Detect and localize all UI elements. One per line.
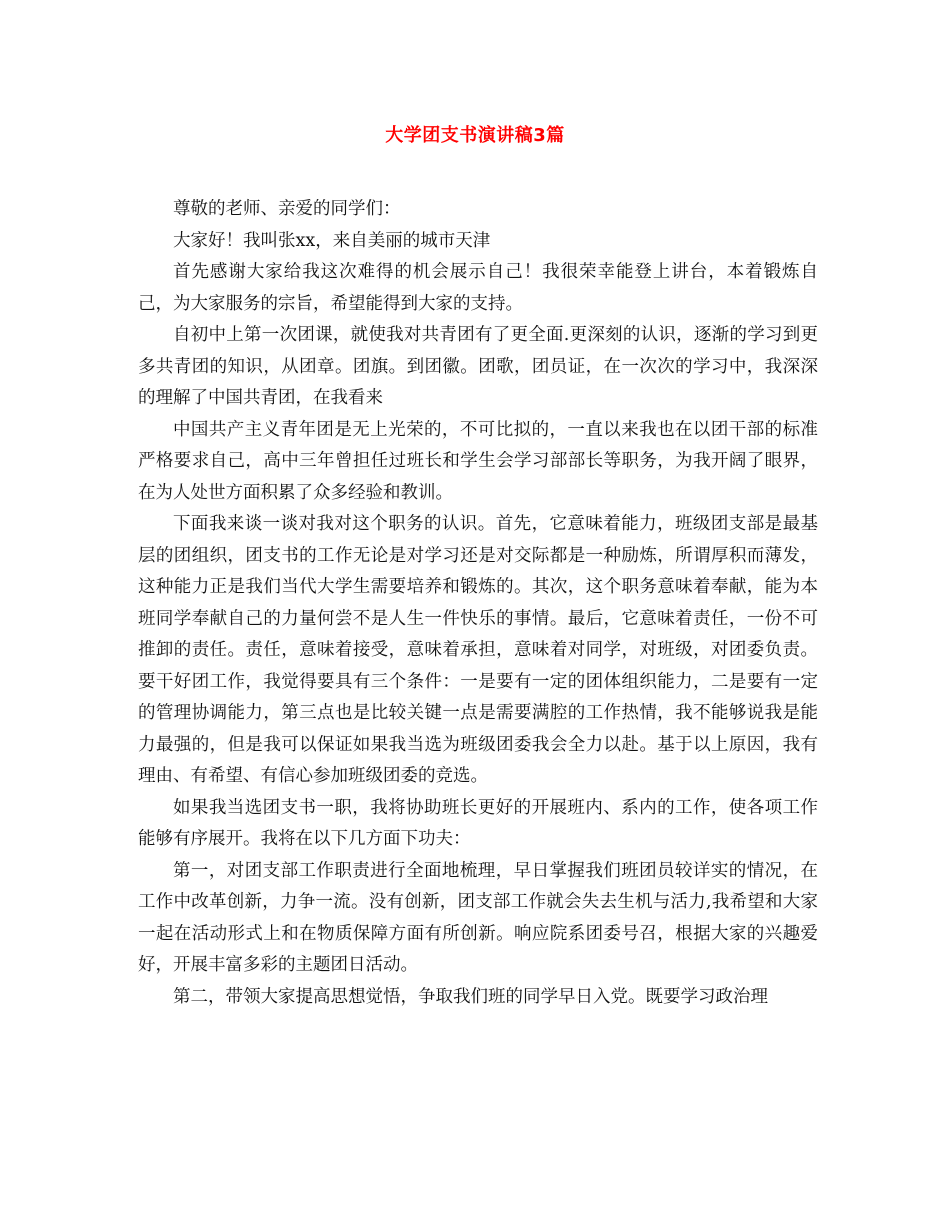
paragraph-introduction: 大家好！我叫张xx，来自美丽的城市天津: [173, 230, 491, 251]
paragraph-plan-second: 第二，带领大家提高思想觉悟，争取我们班的同学早日入党。既要学习政治理: [173, 986, 768, 1007]
document-body: [138, 194, 818, 1013]
paragraph-role-meaning: 下面我来谈一谈对我对这个职务的认识。首先，它意味着能力，班级团支部是最基层的团组织，团支书的工作无论是对学习还是对交际都是一种励炼，所谓厚积而薄发，这种能力正是我们当代大学生需要培养和锻炼的。其次，这个职务意味着奉献，能为本班同学奉献自己的力量何尝不是人生一件快乐的事情。最后，它意味着责任，一份不可推卸的责任。责任，意味着接受，意味着承担，意味着对同学，对班级，对团委负责。要干好团工作，我觉得要具有三个条件：一是要有一定的团体组织能力，二是要有一定的管理协调能力，第三点也是比较关键一点是需要满腔的工作热情，我不能够说我是能力最强的，但是我可以保证如果我当选为班级团委我会全力以赴。基于以上原因，我有理由、有希望、有信心参加班级团委的竞选。: [138, 514, 818, 786]
document-title: 大学团支书演讲稿3篇: [385, 125, 565, 146]
paragraph-understanding: 自初中上第一次团课，就使我对共青团有了更全面.更深刻的认识，逐渐的学习到更多共青团的知识，从团章。团旗。到团徽。团歌，团员证，在一次次的学习中，我深深的理解了中国共青团，在我看来: [138, 325, 818, 408]
paragraph-experience: 中国共产主义青年团是无上光荣的，不可比拟的，一直以来我也在以团干部的标准严格要求自己，高中三年曾担任过班长和学生会学习部部长等职务，为我开阔了眼界，在为人处世方面积累了众多经验和教训。: [138, 419, 818, 503]
paragraph-plan-first: 第一，对团支部工作职责进行全面地梳理，早日掌握我们班团员较详实的情况，在工作中改革创新，力争一流。没有创新，团支部工作就会失去生机与活力,我希望和大家一起在活动形式上和在物质保障方面有所创新。响应院系团委号召，根据大家的兴趣爱好，开展丰富多彩的主题团日活动。: [138, 860, 818, 975]
paragraph-greeting: 尊敬的老师、亲爱的同学们：: [173, 199, 401, 219]
paragraph-plan-intro: 如果我当选团支书一职，我将协助班长更好的开展班内、系内的工作，使各项工作能够有序展开。我将在以下几方面下功夫：: [138, 797, 818, 849]
paragraph-thanks: 首先感谢大家给我这次难得的机会展示自己！我很荣幸能登上讲台，本着锻炼自己，为大家服务的宗旨，希望能得到大家的支持。: [138, 262, 818, 314]
